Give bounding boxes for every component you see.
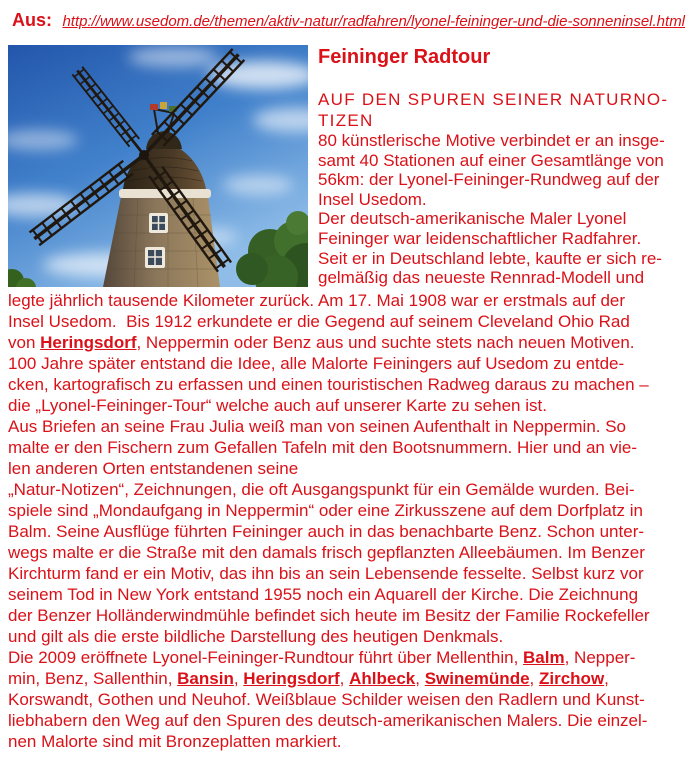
text-segment: , (233, 668, 244, 688)
body-text-line: 56km: der Lyonel-Feininger-Rundweg auf der (318, 170, 660, 190)
article-right-column (318, 45, 690, 288)
place-link-heringsdorf[interactable]: Heringsdorf (40, 332, 137, 352)
subtitle-line: AUF DEN SPUREN SEINER NATURNO- (318, 90, 669, 109)
text-segment: von (8, 332, 41, 352)
text-segment: seinem Tod in New York entstand 1955 noch ein Aquarell der Kirche. Die Zeichnung (8, 584, 639, 604)
body-text-line: 80 künstlerische Motive verbindet er an insge- (318, 131, 665, 150)
text-segment: , Nepper- (564, 647, 636, 667)
place-link-ahlbeck[interactable]: Ahlbeck (349, 668, 416, 688)
text-segment: 100 Jahre später entstand die Idee, alle Malorte Feiningers auf Usedom zu entde- (8, 353, 625, 373)
body-text-line: gelmäßig das neueste Rennrad-Modell und (318, 268, 645, 288)
body-text-line: Seit er in Deutschland lebte, kaufte er sich re- (318, 248, 662, 268)
body-text-line: Feininger war leidenschaftlicher Radfahrer. (318, 228, 642, 248)
column-text-block (318, 131, 690, 288)
body-text-line (8, 542, 696, 563)
text-segment: legte jährlich tausende Kilometer zurück. Am 17. Mai 1908 war er erstmals auf der (8, 290, 626, 310)
text-segment: die „Lyonel-Feininger-Tour“ welche auch auf unserer Karte zu sehen ist. (8, 395, 547, 415)
body-text-line (8, 500, 696, 521)
body-text-line (8, 416, 696, 437)
text-segment: , (604, 668, 609, 688)
body-text-line (8, 689, 696, 710)
text-segment: Kirchturm fand er ein Motiv, das ihn bis an sein Lebensende fesselte. Selbst kurz vor (8, 563, 644, 583)
text-segment: und gilt als die erste bildliche Darstellung des heutigen Denkmals. (8, 626, 504, 646)
place-link-swinemünde[interactable]: Swinemünde (424, 668, 530, 688)
body-text-line (8, 332, 696, 353)
body-text-line: Der deutsch-amerikanische Maler Lyonel (318, 209, 627, 229)
text-segment: cken, kartografisch zu erfassen und einen touristischen Radweg daraus zu machen – (8, 374, 649, 394)
place-link-zirchow[interactable]: Zirchow (539, 668, 605, 688)
text-segment: „Natur-Notizen“, Zeichnungen, die oft Ausgangspunkt für ein Gemälde wurden. Bei- (8, 479, 635, 499)
full-width-text-block (8, 290, 696, 752)
source-url-link[interactable]: http://www.usedom.de/themen/aktiv-natur/radfahren/lyonel-feininger-und-die-sonneninsel.html (62, 13, 686, 30)
source-label: Aus: (12, 10, 52, 30)
place-link-balm[interactable]: Balm (523, 647, 565, 667)
windmill-illustration (8, 45, 308, 287)
text-segment: liebhabern den Weg auf den Spuren des deutsch-amerikanischen Malers. Die einzel- (8, 710, 648, 730)
body-text-line: Insel Usedom. (318, 189, 427, 209)
body-text-line (8, 353, 696, 374)
text-segment: , (529, 668, 539, 688)
text-segment: Die 2009 eröffnete Lyonel-Feininger-Rundtour führt über Mellenthin, (8, 647, 524, 667)
body-text-line (8, 290, 696, 311)
body-text-line (8, 479, 696, 500)
text-segment: Balm. Seine Ausflüge führten Feininger auch in das benachbarte Benz. Schon unter- (8, 521, 645, 541)
text-segment: , (339, 668, 350, 688)
article-subtitle (318, 89, 690, 131)
windmill-photo (8, 45, 308, 287)
place-link-bansin[interactable]: Bansin (177, 668, 234, 688)
text-segment: der Benzer Holländerwindmühle befindet sich heute im Besitz der Familie Rockefeller (8, 605, 650, 625)
subtitle-line: TIZEN (318, 111, 374, 130)
body-text-line: samt 40 Stationen auf einer Gesamtlänge von (318, 150, 664, 170)
body-text-line (8, 626, 696, 647)
text-segment: spiele sind „Mondaufgang in Neppermin“ oder eine Zirkusszene auf dem Dorfplatz in (8, 500, 644, 520)
body-text-line (8, 584, 696, 605)
text-segment: nen Malorte sind mit Bronzeplatten markiert. (8, 731, 342, 751)
text-segment: , Neppermin oder Benz aus und suchte stets nach neuen Motiven. (136, 332, 635, 352)
text-segment: , (415, 668, 425, 688)
text-segment: Insel Usedom. Bis 1912 erkundete er die Gegend auf seinem Cleveland Ohio Rad (8, 311, 630, 331)
body-text-line (8, 521, 696, 542)
body-text-line (8, 668, 696, 689)
body-text-line (8, 647, 696, 668)
text-segment: malte er den Fischern zum Gefallen Tafeln mit den Bootsnummern. Hier und an vie- (8, 437, 637, 457)
body-text-line (8, 374, 696, 395)
body-text-line (8, 458, 696, 479)
text-segment: wegs malte er die Straße mit den damals frisch gepflanzten Alleebäumen. Im Benzer (8, 542, 645, 562)
text-segment: min, Benz, Sallenthin, (8, 668, 178, 688)
body-text-line (8, 395, 696, 416)
body-text-line (8, 311, 696, 332)
article-top-section (0, 45, 696, 288)
body-text-line (8, 710, 696, 731)
text-segment: Korswandt, Gothen und Neuhof. Weißblaue Schilder weisen den Radlern und Kunst- (8, 689, 645, 709)
place-link-heringsdorf[interactable]: Heringsdorf (243, 668, 340, 688)
body-text-line (8, 437, 696, 458)
body-text-line (8, 605, 696, 626)
source-line (0, 0, 696, 31)
body-text-line (8, 731, 696, 752)
page-title: Feininger Radtour (318, 46, 491, 68)
text-segment: len anderen Orten entstandenen seine (8, 458, 299, 478)
body-text-line (8, 563, 696, 584)
text-segment: Aus Briefen an seine Frau Julia weiß man von seinen Aufenthalt in Neppermin. So (8, 416, 627, 436)
